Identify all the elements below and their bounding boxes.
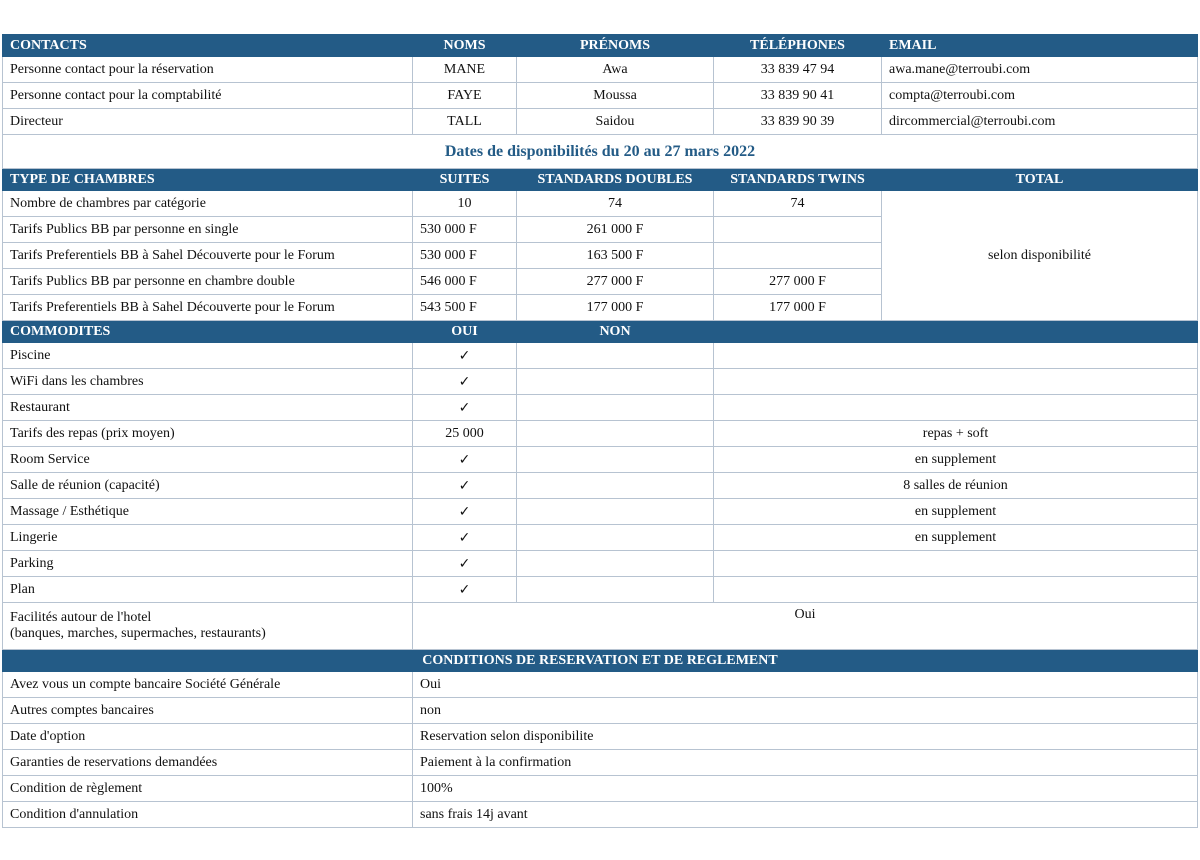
commodites-col-header: COMMODITES: [3, 321, 413, 343]
table-row: [3, 776, 1198, 802]
twins-value: [714, 217, 882, 243]
table-row: [3, 109, 1198, 135]
oui-col-header: OUI: [413, 321, 517, 343]
amenity-label: Room Service: [3, 447, 413, 473]
telephones-col-header: TÉLÉPHONES: [714, 35, 882, 57]
table-row: [3, 343, 1198, 369]
table-row: [3, 698, 1198, 724]
contact-tel: 33 839 47 94: [714, 57, 882, 83]
check-icon: ✓: [413, 499, 517, 525]
contact-email: dircommercial@terroubi.com: [882, 109, 1198, 135]
rooms-header-row: [3, 169, 1198, 191]
amenity-label: Parking: [3, 551, 413, 577]
doubles-col-header: STANDARDS DOUBLES: [517, 169, 714, 191]
twins-value: 277 000 F: [714, 269, 882, 295]
non-col-header: NON: [517, 321, 714, 343]
availability-row: [3, 135, 1198, 169]
twins-col-header: STANDARDS TWINS: [714, 169, 882, 191]
amenity-note: [714, 551, 1198, 577]
table-row: [3, 395, 1198, 421]
amenity-non: [517, 577, 714, 603]
contact-nom: MANE: [413, 57, 517, 83]
contact-role: Personne contact pour la comptabilité: [3, 83, 413, 109]
table-row: [3, 672, 1198, 698]
suites-value: 530 000 F: [413, 243, 517, 269]
doubles-value: 177 000 F: [517, 295, 714, 321]
room-row-label: Tarifs Publics BB par personne en single: [3, 217, 413, 243]
total-col-header: TOTAL: [882, 169, 1198, 191]
contact-role: Personne contact pour la réservation: [3, 57, 413, 83]
amenity-oui: 25 000: [413, 421, 517, 447]
contact-prenom: Moussa: [517, 83, 714, 109]
amenity-label: Restaurant: [3, 395, 413, 421]
condition-label: Garanties de reservations demandées: [3, 750, 413, 776]
table-row: [3, 551, 1198, 577]
prenoms-col-header: PRÉNOMS: [517, 35, 714, 57]
contacts-header-row: [3, 35, 1198, 57]
check-icon: ✓: [413, 473, 517, 499]
table-row: [3, 750, 1198, 776]
suites-value: 546 000 F: [413, 269, 517, 295]
noms-col-header: NOMS: [413, 35, 517, 57]
amenity-non: [517, 369, 714, 395]
condition-value: sans frais 14j avant: [413, 802, 1198, 828]
condition-value: Paiement à la confirmation: [413, 750, 1198, 776]
suites-value: 530 000 F: [413, 217, 517, 243]
amenity-note: [714, 343, 1198, 369]
condition-label: Condition d'annulation: [3, 802, 413, 828]
check-icon: ✓: [413, 525, 517, 551]
facilities-label: [3, 603, 413, 650]
check-icon: ✓: [413, 369, 517, 395]
table-row: [3, 57, 1198, 83]
room-row-label: Tarifs Publics BB par personne en chambre double: [3, 269, 413, 295]
contact-prenom: Awa: [517, 57, 714, 83]
table-row: [3, 447, 1198, 473]
amenity-label: Salle de réunion (capacité): [3, 473, 413, 499]
table-row: [3, 369, 1198, 395]
suites-value: 543 500 F: [413, 295, 517, 321]
availability-title: Dates de disponibilités du 20 au 27 mars 2022: [3, 135, 1198, 169]
amenities-header-row: [3, 321, 1198, 343]
contact-email: awa.mane@terroubi.com: [882, 57, 1198, 83]
table-row: [3, 421, 1198, 447]
table-row: [3, 83, 1198, 109]
amenity-note: en supplement: [714, 447, 1198, 473]
amenity-non: [517, 343, 714, 369]
contact-nom: FAYE: [413, 83, 517, 109]
amenity-non: [517, 473, 714, 499]
condition-value: Reservation selon disponibilite: [413, 724, 1198, 750]
amenity-note: [714, 577, 1198, 603]
amenity-non: [517, 499, 714, 525]
amenity-non: [517, 395, 714, 421]
condition-label: Autres comptes bancaires: [3, 698, 413, 724]
conditions-header: CONDITIONS DE RESERVATION ET DE REGLEMENT: [3, 650, 1198, 672]
contact-email: compta@terroubi.com: [882, 83, 1198, 109]
check-icon: ✓: [413, 577, 517, 603]
amenity-note: en supplement: [714, 499, 1198, 525]
table-row: [3, 603, 1198, 650]
doubles-value: 277 000 F: [517, 269, 714, 295]
amenities-note-header: [714, 321, 1198, 343]
contact-tel: 33 839 90 41: [714, 83, 882, 109]
email-col-header: EMAIL: [882, 35, 1198, 57]
amenity-label: Piscine: [3, 343, 413, 369]
twins-value: [714, 243, 882, 269]
condition-label: Avez vous un compte bancaire Société Générale: [3, 672, 413, 698]
doubles-value: 261 000 F: [517, 217, 714, 243]
amenity-label: Massage / Esthétique: [3, 499, 413, 525]
amenity-label: Plan: [3, 577, 413, 603]
conditions-header-row: [3, 650, 1198, 672]
room-type-col-header: TYPE DE CHAMBRES: [3, 169, 413, 191]
amenity-note: repas + soft: [714, 421, 1198, 447]
amenity-note: [714, 369, 1198, 395]
amenity-non: [517, 525, 714, 551]
table-row: [3, 577, 1198, 603]
check-icon: ✓: [413, 343, 517, 369]
contact-nom: TALL: [413, 109, 517, 135]
room-row-label: Tarifs Preferentiels BB à Sahel Découverte pour le Forum: [3, 295, 413, 321]
table-row: [3, 802, 1198, 828]
twins-value: 177 000 F: [714, 295, 882, 321]
amenity-note: 8 salles de réunion: [714, 473, 1198, 499]
contact-tel: 33 839 90 39: [714, 109, 882, 135]
suites-col-header: SUITES: [413, 169, 517, 191]
condition-value: 100%: [413, 776, 1198, 802]
table-row: [3, 473, 1198, 499]
condition-label: Condition de règlement: [3, 776, 413, 802]
contact-prenom: Saidou: [517, 109, 714, 135]
amenity-label: Lingerie: [3, 525, 413, 551]
facilities-label-line1: Facilités autour de l'hotel: [10, 610, 152, 625]
condition-value: non: [413, 698, 1198, 724]
contacts-col-header: CONTACTS: [3, 35, 413, 57]
doubles-value: 74: [517, 191, 714, 217]
amenity-label: Tarifs des repas (prix moyen): [3, 421, 413, 447]
facilities-label-line2: (banques, marches, supermaches, restaurants): [10, 626, 266, 641]
amenity-non: [517, 551, 714, 577]
condition-value: Oui: [413, 672, 1198, 698]
table-row: [3, 525, 1198, 551]
room-row-label: Nombre de chambres par catégorie: [3, 191, 413, 217]
contact-role: Directeur: [3, 109, 413, 135]
hotel-info-table: [2, 34, 1198, 828]
amenity-non: [517, 447, 714, 473]
table-row: [3, 191, 1198, 217]
total-note: selon disponibilité: [882, 191, 1198, 321]
table-row: [3, 724, 1198, 750]
check-icon: ✓: [413, 447, 517, 473]
twins-value: 74: [714, 191, 882, 217]
check-icon: ✓: [413, 551, 517, 577]
amenity-note: en supplement: [714, 525, 1198, 551]
suites-value: 10: [413, 191, 517, 217]
doubles-value: 163 500 F: [517, 243, 714, 269]
check-icon: ✓: [413, 395, 517, 421]
room-row-label: Tarifs Preferentiels BB à Sahel Découverte pour le Forum: [3, 243, 413, 269]
amenity-non: [517, 421, 714, 447]
amenity-label: WiFi dans les chambres: [3, 369, 413, 395]
facilities-value: Oui: [413, 603, 1198, 650]
amenity-note: [714, 395, 1198, 421]
condition-label: Date d'option: [3, 724, 413, 750]
table-row: [3, 499, 1198, 525]
